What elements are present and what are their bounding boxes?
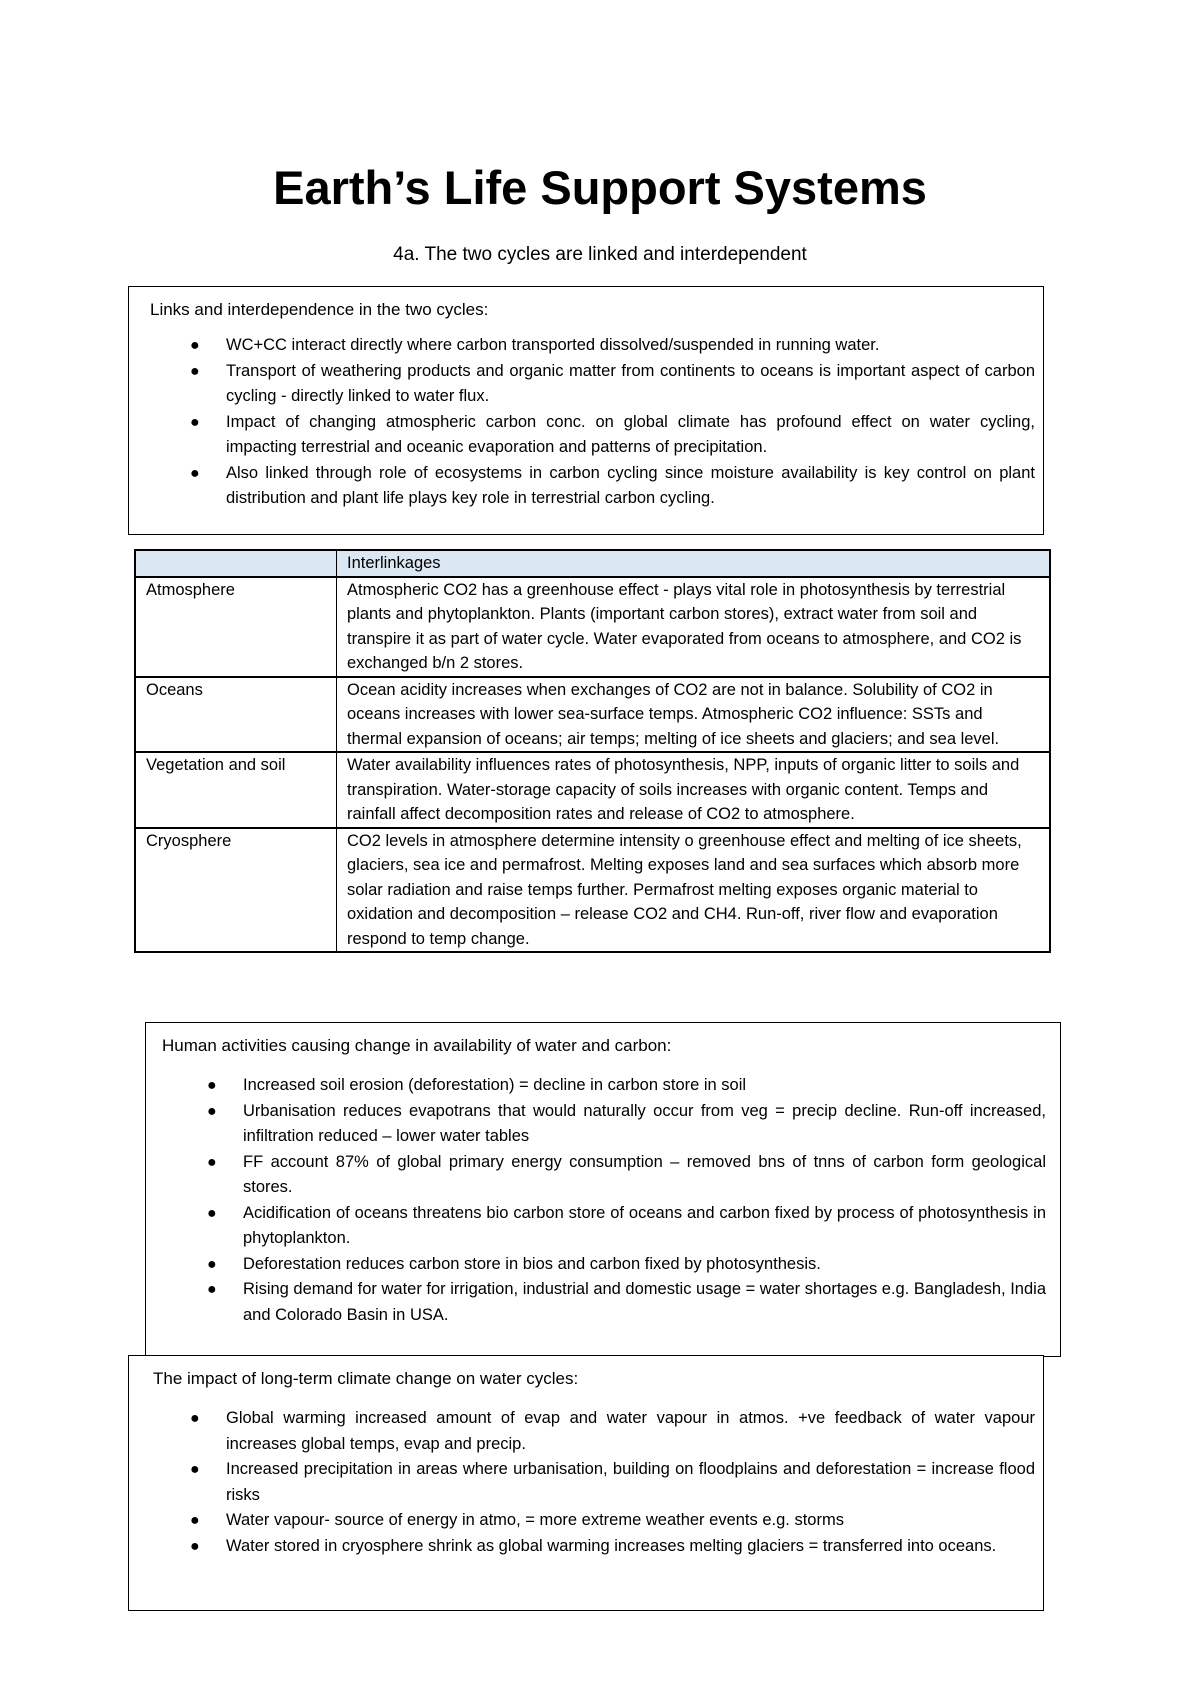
list-item: ● Increased precipitation in areas where urbanisation, building on floodplains and deforestation = increase flood risks: [129, 1457, 1035, 1508]
bullet-icon: ●: [190, 337, 200, 354]
table-header-row: [135, 550, 1050, 577]
bullet-icon: ●: [207, 1204, 217, 1222]
climate-change-box: [128, 1355, 1044, 1611]
bullet-icon: ●: [207, 1102, 217, 1120]
list-item: ● FF account 87% of global primary energy consumption – removed bns of tnns of carbon form geological stores.: [146, 1150, 1046, 1201]
interlinkages-table: [134, 549, 1051, 953]
bullet-icon: ●: [190, 1410, 200, 1427]
table-row: [135, 752, 1050, 828]
store-cell: Atmosphere: [135, 577, 337, 677]
interlinkage-cell: Water availability influences rates of photosynthesis, NPP, inputs of organic litter to soils and transpiration. Water-storage capacity of soils increases with organic content. Temps and rainfall affect decomposition rates and release of CO2 to atmosphere.: [337, 752, 1051, 828]
table-row: [135, 828, 1050, 953]
list-item: ● Rising demand for water for irrigation, industrial and domestic usage = water shortages e.g. Bangladesh, India and Colorado Basin in USA.: [146, 1277, 1046, 1328]
list-item: ● Increased soil erosion (deforestation) = decline in carbon store in soil: [146, 1073, 1046, 1099]
climate-change-list: [129, 1406, 1035, 1559]
table-header-cell: Interlinkages: [337, 550, 1051, 577]
list-item: ● Deforestation reduces carbon store in bios and carbon fixed by photosynthesis.: [146, 1252, 1046, 1278]
list-item: ● Water vapour- source of energy in atmo, = more extreme weather events e.g. storms: [129, 1508, 1035, 1534]
links-heading: Links and interdependence in the two cycles:: [150, 300, 489, 319]
table-row: [135, 677, 1050, 753]
list-item: ● Also linked through role of ecosystems in carbon cycling since moisture availability is key control on plant distribution and plant life plays key role in terrestrial carbon cycling.: [129, 461, 1035, 512]
list-item: ● Global warming increased amount of evap and water vapour in atmos. +ve feedback of water vapour increases global temps, evap and precip.: [129, 1406, 1035, 1457]
store-cell: Vegetation and soil: [135, 752, 337, 828]
list-item: ● Impact of changing atmospheric carbon conc. on global climate has profound effect on water cycling, impacting terrestrial and oceanic evaporation and patterns of precipitation.: [129, 410, 1035, 461]
table-header-cell: [135, 550, 337, 577]
store-cell: Oceans: [135, 677, 337, 753]
bullet-icon: ●: [207, 1153, 217, 1171]
table-row: [135, 577, 1050, 677]
human-activities-list: [146, 1073, 1046, 1328]
bullet-icon: ●: [190, 413, 200, 431]
list-item: ● Acidification of oceans threatens bio carbon store of oceans and carbon fixed by process of photosynthesis in phytoplankton.: [146, 1201, 1046, 1252]
page-subtitle: 4a. The two cycles are linked and interdependent: [393, 244, 807, 265]
list-item: ● WC+CC interact directly where carbon transported dissolved/suspended in running water.: [129, 333, 1035, 359]
climate-change-heading: The impact of long-term climate change on water cycles:: [153, 1369, 579, 1388]
interlinkage-cell: Ocean acidity increases when exchanges of CO2 are not in balance. Solubility of CO2 in oceans increases with lower sea-surface temps. Atmospheric CO2 influence: SSTs and thermal expansion of oceans; air temps; melting of ice sheets and glaciers; and sea level.: [337, 677, 1051, 753]
page-title: Earth’s Life Support Systems: [273, 161, 927, 214]
links-box: [128, 286, 1044, 535]
bullet-icon: ●: [190, 1537, 200, 1555]
human-activities-box: [145, 1022, 1061, 1357]
bullet-icon: ●: [207, 1281, 217, 1298]
interlinkage-cell: Atmospheric CO2 has a greenhouse effect - plays vital role in photosynthesis by terrestrial plants and phytoplankton. Plants (important carbon stores), extract water from soil and transpire it as part of water cycle. Water evaporated from oceans to atmosphere, and CO2 is exchanged b/n 2 stores.: [337, 577, 1051, 677]
list-item: ● Water stored in cryosphere shrink as global warming increases melting glaciers = transferred into oceans.: [129, 1534, 1035, 1560]
human-activities-heading: Human activities causing change in availability of water and carbon:: [162, 1036, 672, 1055]
bullet-icon: ●: [190, 1461, 200, 1478]
bullet-icon: ●: [190, 1512, 200, 1529]
bullet-icon: ●: [190, 362, 200, 380]
list-item: ● Transport of weathering products and organic matter from continents to oceans is important aspect of carbon cycling - directly linked to water flux.: [129, 359, 1035, 410]
list-item: ● Urbanisation reduces evapotrans that would naturally occur from veg = precip decline. Run-off increased, infiltration reduced – lower water tables: [146, 1099, 1046, 1150]
store-cell: Cryosphere: [135, 828, 337, 953]
bullet-icon: ●: [207, 1255, 217, 1273]
bullet-icon: ●: [190, 464, 200, 482]
links-list: [129, 333, 1035, 512]
interlinkage-cell: CO2 levels in atmosphere determine intensity o greenhouse effect and melting of ice sheets, glaciers, sea ice and permafrost. Melting exposes land and sea surfaces which absorb more solar radiation and raise temps further. Permafrost melting exposes organic material to oxidation and decomposition – release CO2 and CH4. Run-off, river flow and evaporation respond to temp change.: [337, 828, 1051, 953]
bullet-icon: ●: [207, 1077, 217, 1094]
